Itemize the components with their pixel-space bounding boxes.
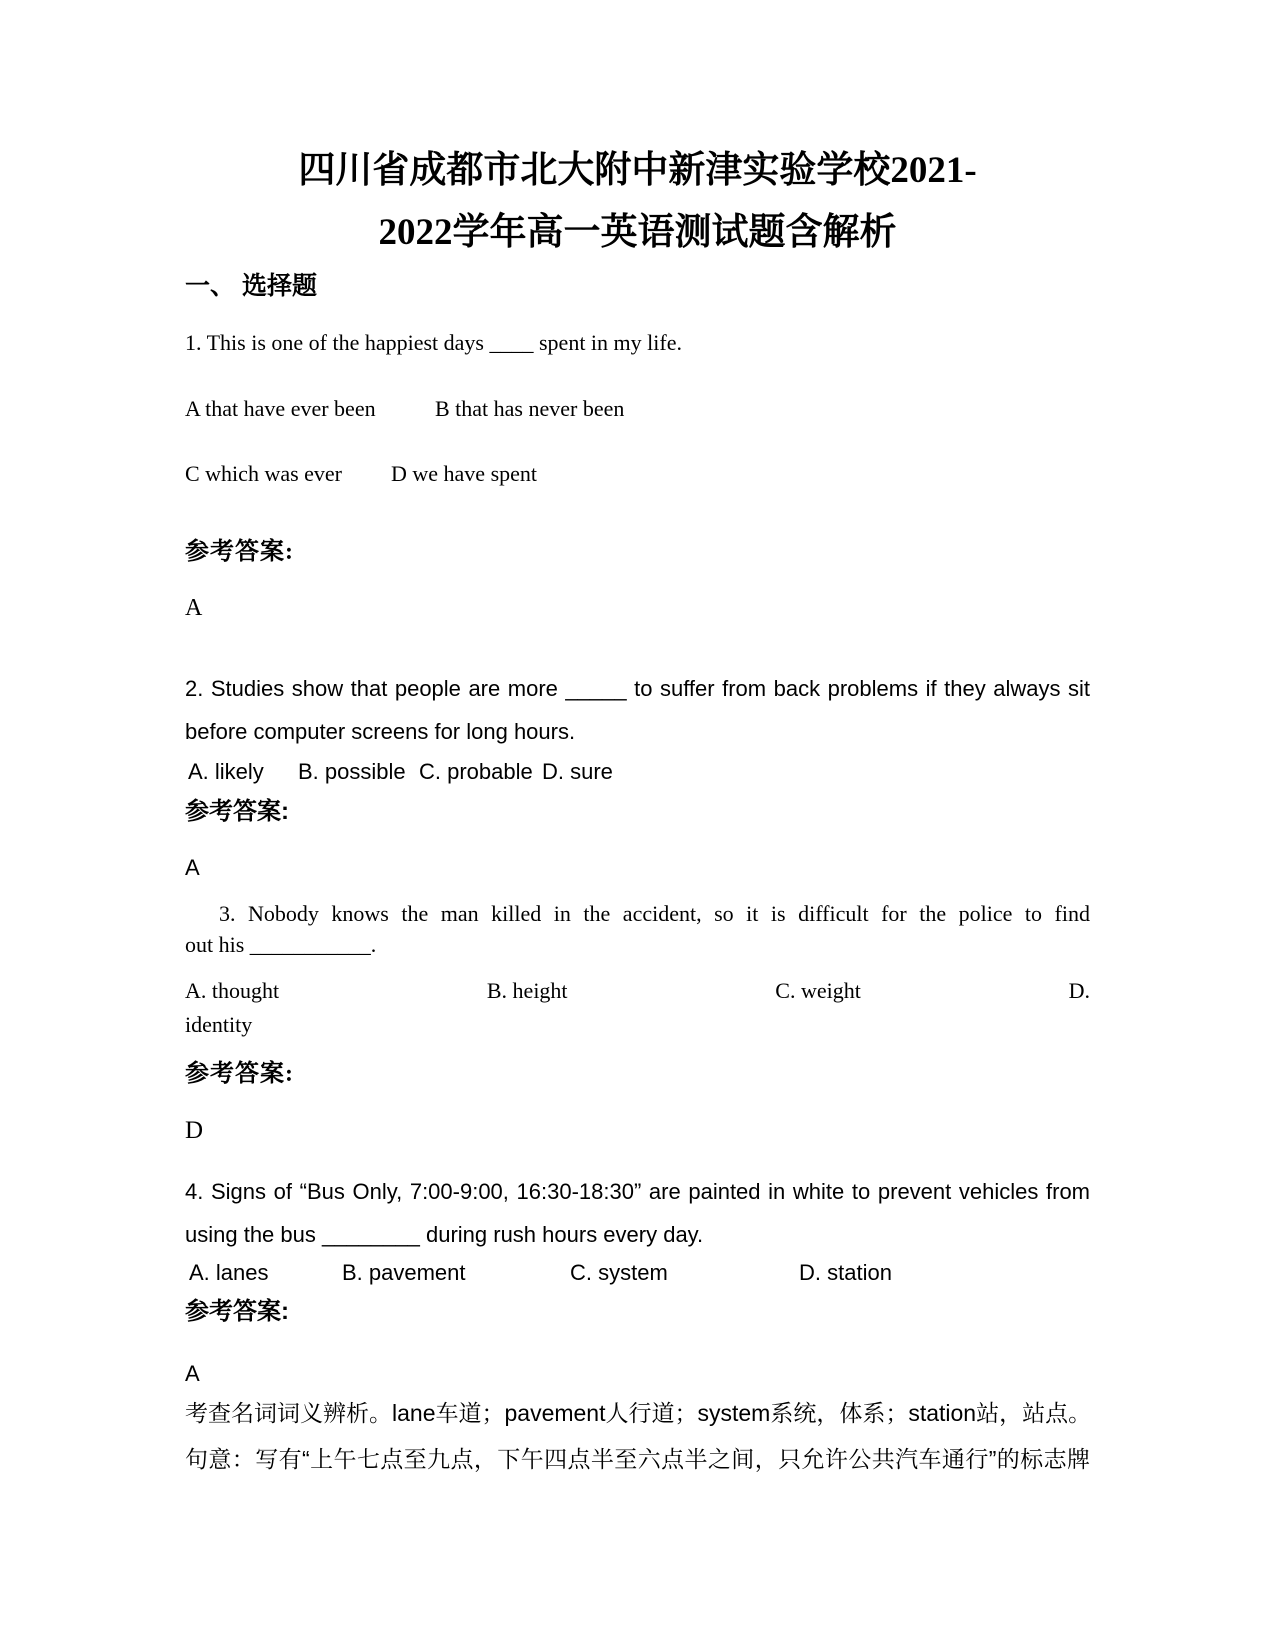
question-1-options-row-2 bbox=[185, 457, 1090, 491]
question-3-options bbox=[185, 975, 1090, 1006]
page-title bbox=[0, 140, 1275, 264]
question-4-option-c: C. system bbox=[570, 1260, 668, 1285]
question-4-explanation-line-1: 考查名词词义辨析。lane车道；pavement人行道；system系统，体系；station站，站点。 bbox=[185, 1400, 1092, 1426]
question-2-ref-answer-label: 参考答案: bbox=[185, 798, 289, 825]
question-4-option-d: D. station bbox=[799, 1260, 892, 1285]
question-1-options-row-1 bbox=[185, 392, 1090, 426]
question-3-answer: D bbox=[185, 1117, 204, 1144]
question-3-option-d-prefix: D. bbox=[1068, 978, 1090, 1003]
question-2-option-b: B. possible bbox=[298, 759, 406, 784]
question-1-option-a: A that have ever been bbox=[185, 396, 376, 421]
question-1-answer: A bbox=[185, 595, 203, 621]
question-3-text-line-1: 3. Nobody knows the man killed in the accident, so it is difficult for the police to find bbox=[219, 901, 1090, 926]
question-2-option-d: D. sure bbox=[542, 759, 613, 784]
question-3-ref-answer-label: 参考答案: bbox=[185, 1061, 294, 1087]
question-4-answer: A bbox=[185, 1361, 200, 1386]
question-4-options bbox=[185, 1257, 1094, 1289]
question-1-option-c: C which was ever bbox=[185, 461, 343, 486]
question-2-options bbox=[185, 756, 1093, 788]
question-2-text-line-2: before computer screens for long hours. bbox=[185, 719, 576, 744]
page-title-line-2: 2022学年高一英语测试题含解析 bbox=[378, 212, 897, 253]
question-1-text: 1. This is one of the happiest days ____ spent in my life. bbox=[185, 330, 682, 355]
question-3-option-a: A. thought bbox=[185, 978, 280, 1003]
question-1-ref-answer-label: 参考答案: bbox=[185, 539, 294, 565]
question-2-answer: A bbox=[185, 855, 200, 880]
question-1-option-b: B that has never been bbox=[435, 396, 625, 421]
question-3-text-line-2: out his ___________. bbox=[185, 932, 377, 957]
question-4-text-line-2: using the bus ________ during rush hours every day. bbox=[185, 1222, 704, 1247]
question-2-text-line-1: 2. Studies show that people are more _____ to suffer from back problems if they always sit bbox=[185, 676, 1090, 701]
question-4-ref-answer-label: 参考答案: bbox=[185, 1298, 289, 1325]
question-3-option-b: B. height bbox=[486, 978, 568, 1003]
question-3-option-d-wrapped: identity bbox=[185, 1012, 253, 1037]
page-title-line-1: 四川省成都市北大附中新津实验学校2021- bbox=[298, 150, 977, 191]
section-heading: 一、 选择题 bbox=[185, 272, 317, 300]
question-4-option-a: A. lanes bbox=[189, 1260, 269, 1285]
question-4-option-b: B. pavement bbox=[342, 1260, 466, 1285]
question-2-option-a: A. likely bbox=[188, 759, 264, 784]
question-2-option-c: C. probable bbox=[419, 759, 533, 784]
question-4-text-line-1: 4. Signs of “Bus Only, 7:00-9:00, 16:30-18:30” are painted in white to prevent vehicles from bbox=[185, 1179, 1090, 1204]
question-3-option-c: C. weight bbox=[775, 978, 861, 1003]
question-1-option-d: D we have spent bbox=[391, 461, 538, 486]
question-4-explanation-line-2: 句意：写有“上午七点至九点，下午四点半至六点半之间，只允许公共汽车通行”的标志牌 bbox=[185, 1446, 1090, 1472]
